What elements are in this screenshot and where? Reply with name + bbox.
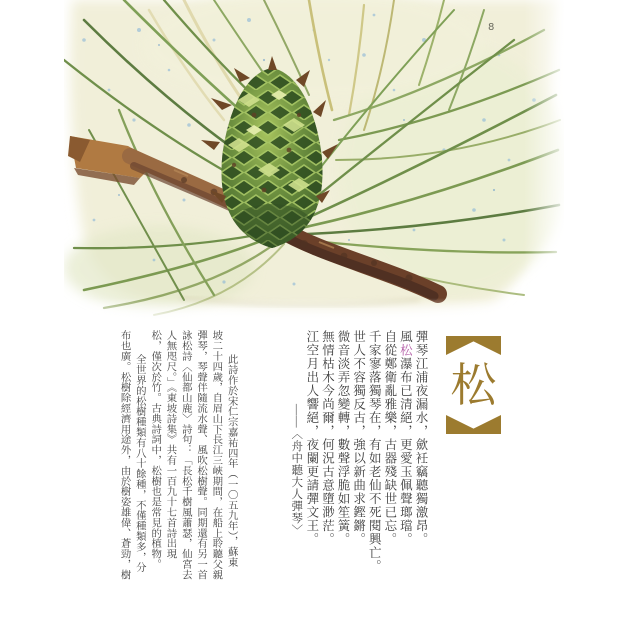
poem-block (288, 330, 428, 584)
banner-bottom-bracket-icon (446, 415, 501, 434)
banner-top-bracket-icon (446, 336, 501, 355)
commentary-column: 布也廣。松樹除經濟用途外，由於樹姿雄偉、蒼勁，樹 (118, 330, 130, 580)
commentary-column: 松，僅次於竹。古典詩詞中，松樹也是常見的植物。 (149, 330, 161, 570)
poem-line: 江空月出人響絕，夜闌更請彈文王。 (304, 330, 319, 546)
page-number: 8 (488, 22, 495, 33)
poem-attribution: ——〈舟中聽大人彈琴〉 (290, 404, 303, 536)
commentary-column: 坡二十四歲，自眉山下長江三峽期間，在船上聆聽父親 (210, 330, 222, 580)
commentary-column: 全世界的松樹種類有八十餘種，不僅種類多，分 (133, 354, 145, 573)
commentary-column: 彈琴，琴聲伴隨流水聲、風吹松樹聲。同期還有另一首 (195, 330, 207, 580)
poem-line (397, 330, 413, 584)
section-banner (446, 336, 501, 434)
commentary-block (116, 330, 238, 584)
poem-line: 彈琴江浦夜漏水，歛衽竊聽獨激昂。 (414, 330, 428, 546)
poem-line: 微音淡弄忽變轉，數聲浮脆如笙簧。 (336, 330, 351, 546)
poem-line: 自從鄭衛亂雅樂，古器殘缺世已忘。 (382, 330, 397, 546)
poem-line-text: 瀑布已清絕，更愛玉佩聲瑯璫。 (398, 357, 413, 546)
poem-highlight-term: 松 (398, 343, 413, 357)
poem-line: 千家寥落獨琴在，有如老仙不死閱興亡。 (367, 330, 382, 573)
poem-line: 無情枯木今尚爾，何況古意墮渺茫。 (320, 330, 335, 546)
commentary-column: 詠松詩〈仙都山鹿〉詩句：「長松千樹風蕭瑟，仙宮去 (179, 330, 191, 580)
commentary-column: 人無咫尺。」《東坡詩集》共有一百九十七首詩出現 (164, 330, 176, 559)
commentary-column: 此詩作於宋仁宗嘉祐四年（一〇五九年），蘇東 (225, 354, 237, 568)
poem-line-text: 風 (398, 330, 413, 344)
banner-title: 松 (450, 360, 497, 411)
pine-watercolor-illustration (64, 0, 564, 320)
text-area (116, 330, 428, 584)
poem-line: 世人不容獨反古，強以新曲求鏗鏘。 (351, 330, 366, 546)
